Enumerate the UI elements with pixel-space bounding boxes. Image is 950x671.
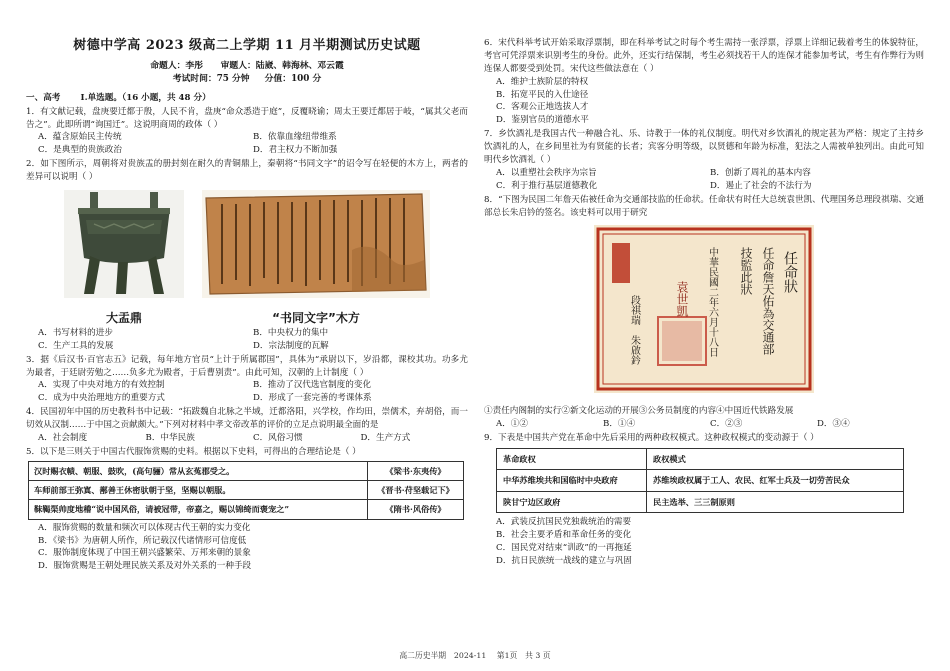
source-citation: 《晋书·苻坚载记下》 bbox=[368, 481, 464, 500]
q2-option-d: D．宗法制度的瓦解 bbox=[253, 340, 329, 351]
q9-option-a: A．武装反抗国民党独裁统治的需要 bbox=[496, 516, 632, 527]
table-row bbox=[29, 500, 464, 519]
q7-options bbox=[484, 167, 924, 193]
q8-stem: 8．“下图为民国二年詹天佑被任命为交通部技监的任命状。任命状有时任大总统袁世凯、代理国务总理段祺瑞、交通部总长朱启钤的签名。该史料可以用于研究 bbox=[484, 194, 924, 218]
cert-signers: 段祺瑞 朱啟鈐 bbox=[628, 295, 640, 366]
table-row bbox=[497, 470, 904, 491]
table-row bbox=[497, 491, 904, 512]
table-row bbox=[29, 461, 464, 480]
q5-option-a: A．服饰赏赐的数量和频次可以体现古代王朝的实力变化 bbox=[38, 522, 251, 533]
q2-images bbox=[64, 190, 468, 327]
q9-options bbox=[484, 516, 924, 568]
appointment-certificate-image bbox=[594, 225, 814, 393]
wooden-board-caption: “书同文字”木方 bbox=[272, 310, 360, 325]
q8-option-a: A．①② bbox=[496, 419, 528, 430]
q6-option-d: D．鉴别官员的道德水平 bbox=[496, 115, 589, 126]
table-cell: 苏维埃政权属于工人、农民、红军士兵及一切劳苦民众 bbox=[647, 470, 904, 491]
table-cell: 中华苏维埃共和国临时中央政府 bbox=[497, 470, 647, 491]
q7-option-d: D．遏止了社会的不法行为 bbox=[710, 180, 812, 191]
q8-items: ①责任内阁制的实行②新文化运动的开展③公务员制度的内容④中国近代铁路发展 bbox=[484, 406, 794, 417]
section-heading: 一、高考 I.单选题。（16 小题，共 48 分） bbox=[26, 92, 211, 103]
q5-source-table bbox=[28, 461, 464, 520]
q8-option-d: D．③④ bbox=[817, 419, 850, 430]
q2-option-c: C．生产工具的发展 bbox=[38, 340, 114, 351]
page-number: 第1页 共 3 页 bbox=[496, 651, 551, 660]
q2-stem: 2．如下图所示，周朝将对贵族盂的册封刻在耐久的青铜鼎上，秦朝将“书同文字”的诏令写在轻便的木方上，两者的差异可以说明（ ） bbox=[26, 159, 468, 183]
page-footer bbox=[0, 650, 950, 662]
bronze-ding-caption: 大盂鼎 bbox=[105, 310, 142, 325]
bronze-ding-image bbox=[64, 190, 184, 298]
source-text: 车师前部王弥寘、鄯善王休密驮朝于坚，坚赐以朝服。 bbox=[29, 481, 368, 500]
q2-options bbox=[26, 327, 468, 353]
time-score-line bbox=[26, 73, 468, 87]
q7-option-a: A．以重塑社会秩序为宗旨 bbox=[496, 167, 597, 178]
right-column bbox=[484, 36, 924, 567]
q5-option-d: D．服饰赏赐是王朝处理民族关系及对外关系的一种手段 bbox=[38, 561, 252, 572]
q4-option-b: B．中华民族 bbox=[145, 433, 195, 443]
q9-option-b: B．社会主要矛盾和革命任务的变化 bbox=[496, 529, 632, 540]
q3-option-c: C．成为中央治理地方的重要方式 bbox=[38, 393, 165, 404]
q8-options bbox=[484, 418, 924, 431]
q1-stem: 1．有文献记载，盘庚要迁都于殷，人民不肯，盘庚“命众悉造于庭”，反覆晓谕；周太王要迁都居于岐，“属其父老而告之”。此即所谓“询国迁”。这说明商周的政体（ ） bbox=[26, 106, 468, 130]
q3-option-a: A．实现了中央对地方的有效控制 bbox=[38, 380, 165, 391]
q4-option-c: C．风俗习惯 bbox=[253, 433, 303, 443]
source-text: 靺鞨渠帅度地稽“说中国风俗，请被冠带，帝嘉之，赐以锦绮而褒宠之” bbox=[29, 500, 368, 519]
q1-option-a: A．蕴含原始民主传统 bbox=[38, 132, 122, 143]
q4-option-d: D．生产方式 bbox=[360, 433, 411, 443]
q2-option-a: A．书写材料的进步 bbox=[38, 327, 113, 338]
q1-option-b: B．依靠血缘纽带维系 bbox=[253, 132, 337, 143]
cert-seal: 袁世凱 bbox=[675, 281, 689, 318]
q3-options bbox=[26, 379, 468, 405]
q6-option-c: C．客观公正地选拔人才 bbox=[496, 102, 589, 113]
bronze-ding-figure bbox=[64, 190, 184, 327]
q5-options bbox=[26, 522, 468, 574]
q3-option-b: B．推动了汉代选官制度的变化 bbox=[253, 380, 372, 391]
source-text: 汉时赐衣帻、朝服、鼓吹，(高句骊）常从玄菟郡受之。 bbox=[29, 461, 368, 480]
q5-stem: 5．以下是三则关于中国古代服饰赏赐的史料。根据以下史料，可得出的合理结论是（ ） bbox=[26, 446, 361, 457]
q3-stem: 3．据《后汉书·百官志五》记载，每年地方官员“上计于所属郡国”，具体为“承尉以下，岁沿都，课校其功。功多尤为最者，于廷尉劳勉之……负多尤为殿者，于后曹别责”。由此可知，汉朝的上计制度（ ） bbox=[26, 354, 468, 378]
author-line: 命题人：李彤 审题人：陆崴、韩海林、邓云霞 bbox=[150, 60, 344, 71]
q6-option-b: B．拓宽平民的入仕途径 bbox=[496, 89, 589, 100]
q7-option-b: B．创新了周礼的基本内容 bbox=[710, 167, 811, 178]
q1-option-d: D．君主权力不断加强 bbox=[253, 145, 338, 156]
wooden-board-figure bbox=[202, 190, 430, 327]
q9-stem: 9．下表是中国共产党在革命中先后采用的两种政权模式。这种政权模式的变动源于（ ） bbox=[484, 433, 819, 444]
q3-option-d: D．形成了一套完善的考课体系 bbox=[253, 393, 372, 404]
cert-title: 任命狀 bbox=[782, 251, 798, 294]
wooden-board-image bbox=[202, 190, 430, 298]
q4-options bbox=[26, 432, 468, 445]
cert-line1: 任命詹天佑為交通部 bbox=[761, 247, 775, 356]
footer-label: 高二历史半期 2024-11 bbox=[399, 651, 487, 660]
q4-option-a: A．社会制度 bbox=[38, 433, 88, 443]
table-cell: 民主选举、三三制原则 bbox=[647, 491, 904, 512]
q2-option-b: B．中央权力的集中 bbox=[253, 327, 329, 338]
exam-score: 分值：100 分 bbox=[264, 74, 322, 85]
cert-line2: 技監此狀 bbox=[739, 247, 753, 296]
q8-option-b: B．①④ bbox=[603, 419, 636, 430]
q7-option-c: C．利于推行基层道德教化 bbox=[496, 180, 598, 191]
q9-option-d: D．抗日民族统一战线的建立与巩固 bbox=[496, 555, 632, 566]
q8-option-c: C．②③ bbox=[710, 419, 743, 430]
q1-option-c: C．是典型的贵族政治 bbox=[38, 145, 122, 156]
q5-option-c: C．服饰制度体现了中国王朝兴盛繁荣、万邦来朝的景象 bbox=[38, 548, 251, 559]
table-cell: 政权模式 bbox=[647, 449, 904, 470]
q6-stem: 6．宋代科举考试开始采取浮票制，即在科举考试之时每个考生需持一张浮票，浮票上详细记载着考生的体貌特征，考官可凭浮票来识别考生的身份。此外，还实行结保制，考生必须找若干人的连保才能参加考试，考生有作弊行为则连保人都要受到处罚。宋代这些做法意在（ ） bbox=[484, 38, 924, 74]
table-row bbox=[497, 449, 904, 470]
q7-stem: 7．乡饮酒礼是我国古代一种融合礼、乐、诗教于一体的礼仪制度。明代对乡饮酒礼的规定甚为严格：规定了主持乡饮酒礼的人，在乡间里社为有贤能的长者；宾客分明等级，以贤德和年龄为标准，犯法之人需被单独列出。由此可知明代乡饮酒礼（ ） bbox=[484, 129, 924, 166]
left-column bbox=[26, 36, 468, 573]
exam-time: 考试时间：75 分钟 bbox=[172, 74, 250, 85]
source-citation: 《隋书·风俗传》 bbox=[368, 500, 464, 519]
table-row bbox=[29, 481, 464, 500]
q6-options bbox=[484, 76, 924, 128]
q6-option-a: A．维护士族阶层的特权 bbox=[496, 76, 589, 87]
table-cell: 陕甘宁边区政府 bbox=[497, 491, 647, 512]
exam-title: 树德中学高 2023 级高二上学期 11 月半期测试历史试题 bbox=[73, 38, 421, 53]
q4-stem: 4．民国初年中国的历史教科书中记载：“拓跋魏自北脉之半域，迁都洛阳，兴学校，作均田，崇儒术，弃胡俗，而一切效从汉制……于中国之贡献颇大。”下列对材料中孝文帝改革的评价的立足点说明最全面的是 bbox=[26, 407, 468, 431]
q9-regime-table bbox=[496, 448, 904, 513]
q9-option-c: C．国民党对结束“训政”的一再拖延 bbox=[496, 542, 632, 553]
table-cell: 革命政权 bbox=[497, 449, 647, 470]
q1-options bbox=[26, 131, 468, 157]
cert-date: 中華民國二年六月十八日 bbox=[706, 247, 718, 358]
source-citation: 《梁书·东夷传》 bbox=[368, 461, 464, 480]
q5-option-b: B．《梁书》为唐朝人所作，所记载汉代诸情形可信度低 bbox=[38, 535, 247, 546]
